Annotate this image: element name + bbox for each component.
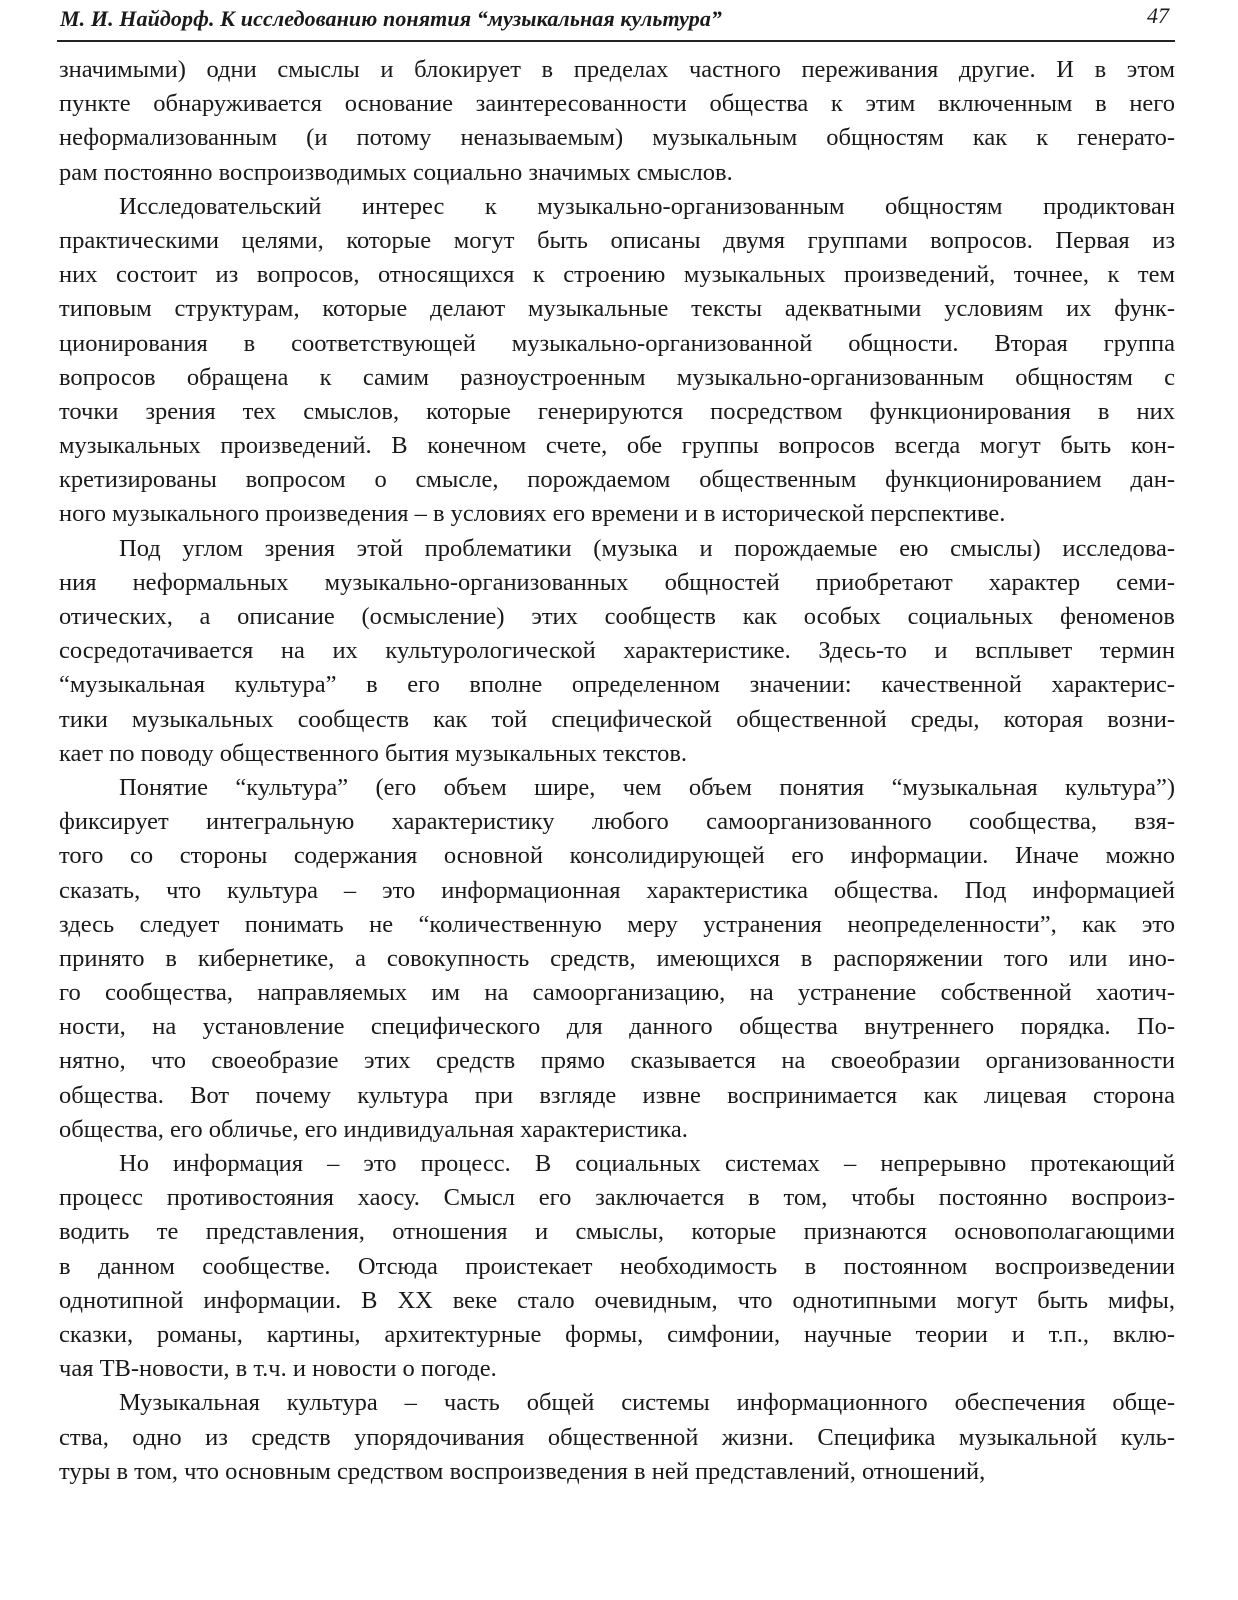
paragraph <box>59 532 1175 771</box>
text-line: вопросов обращена к самим разноустроенным музыкально-организованным общностям с <box>59 363 1175 391</box>
text-line: значимыми) одни смыслы и блокирует в пределах частного переживания другие. И в этом <box>59 56 1175 83</box>
text-line: сказки, романы, картины, архитектурные формы, симфонии, научные теории и т.п., вклю- <box>59 1320 1175 1348</box>
running-title: М. И. Найдорф. К исследованию понятия “музыкальная культура” <box>60 6 723 31</box>
text-line: ства, одно из средств упорядочивания общественной жизни. Специфика музыкальной куль- <box>59 1423 1175 1451</box>
text-line: отических, а описание (осмысление) этих сообществ как особых социальных феноменов <box>59 603 1175 630</box>
text-line: кретизированы вопросом о смысле, порождаемом общественным функционированием дан- <box>59 466 1175 494</box>
text-line: процесс противостояния хаосу. Смысл его заключается в том, чтобы постоянно воспроиз- <box>59 1184 1175 1212</box>
text-line: пункте обнаруживается основание заинтересованности общества к этим включенным в него <box>59 90 1175 118</box>
text-line: Понятие “культура” (его объем шире, чем объем понятия “музыкальная культура”) <box>119 773 1175 801</box>
text-line: общества, его обличье, его индивидуальная характеристика. <box>59 1115 688 1143</box>
text-line: них состоит из вопросов, относящихся к строению музыкальных произведений, точнее, к тем <box>59 261 1175 289</box>
paragraph <box>59 190 1175 532</box>
text-line: в данном сообществе. Отсюда проистекает необходимость в постоянном воспроизведении <box>59 1252 1175 1280</box>
text-line: рам постоянно воспроизводимых социально значимых смыслов. <box>59 158 733 186</box>
page-number: 47 <box>1147 3 1169 28</box>
text-line: здесь следует понимать не “количественную меру устранения неопределенности”, как это <box>59 910 1175 938</box>
text-line: го сообщества, направляемых им на самоорганизацию, на устранение собственной хаотич- <box>59 979 1175 1007</box>
paragraph <box>59 771 1175 1147</box>
text-line: Исследовательский интерес к музыкально-организованным общностям продиктован <box>119 192 1175 220</box>
text-line: типовым структурам, которые делают музыкальные тексты адекватными условиям их функ- <box>59 295 1175 323</box>
paragraph <box>59 53 1175 190</box>
text-line: однотипной информации. В XX веке стало очевидным, что однотипными могут быть мифы, <box>59 1286 1175 1314</box>
text-line: туры в том, что основным средством воспроизведения в ней представлений, отношений, <box>59 1457 986 1485</box>
text-line: Под углом зрения этой проблематики (музыка и порождаемые ею смыслы) исследова- <box>119 534 1175 562</box>
text-line: сказать, что культура – это информационная характеристика общества. Под информацией <box>59 876 1175 904</box>
text-line: неформализованным (и потому неназываемым) музыкальным общностям как к генерато- <box>59 124 1175 152</box>
text-line: принято в кибернетике, а совокупность средств, имеющихся в распоряжении того или ино- <box>59 944 1175 972</box>
text-line: чая ТВ-новости, в т.ч. и новости о погоде. <box>59 1355 497 1383</box>
text-line: фиксирует интегральную характеристику любого самоорганизованного сообщества, взя- <box>59 808 1175 836</box>
text-line: ния неформальных музыкально-организованных общностей приобретают характер семи- <box>59 568 1175 596</box>
paragraph <box>59 1147 1175 1386</box>
text-line: Но информация – это процесс. В социальных системах – непрерывно протекающий <box>119 1150 1175 1177</box>
text-line: Музыкальная культура – часть общей системы информационного обеспечения обще- <box>119 1389 1175 1417</box>
text-line: того со стороны содержания основной консолидирующей его информации. Иначе можно <box>59 842 1175 870</box>
text-line: практическими целями, которые могут быть описаны двумя группами вопросов. Первая из <box>59 226 1175 254</box>
text-line: ного музыкального произведения – в условиях его времени и в исторической перспективе. <box>59 500 1006 528</box>
text-line: точки зрения тех смыслов, которые генерируются посредством функционирования в них <box>59 397 1175 425</box>
text-line: ционирования в соответствующей музыкально-организованной общности. Вторая группа <box>59 329 1175 357</box>
body-text <box>59 53 1175 1489</box>
text-line: сосредотачивается на их культурологической характеристике. Здесь-то и всплывет термин <box>59 637 1175 665</box>
paragraph <box>59 1386 1175 1489</box>
text-line: ности, на установление специфического для данного общества внутреннего порядка. По- <box>59 1013 1175 1041</box>
page-header <box>57 0 1175 42</box>
text-line: водить те представления, отношения и смыслы, которые признаются основополагающими <box>59 1218 1175 1246</box>
text-line: тики музыкальных сообществ как той специфической общественной среды, которая возни- <box>59 705 1175 733</box>
text-line: “музыкальная культура” в его вполне определенном значении: качественной характерис- <box>59 671 1175 699</box>
text-line: нятно, что своеобразие этих средств прямо сказывается на своеобразии организованности <box>59 1047 1175 1075</box>
text-line: музыкальных произведений. В конечном счете, обе группы вопросов всегда могут быть кон- <box>59 432 1175 460</box>
text-line: общества. Вот почему культура при взгляде извне воспринимается как лицевая сторона <box>59 1081 1175 1109</box>
text-line: кает по поводу общественного бытия музыкальных текстов. <box>59 739 688 767</box>
